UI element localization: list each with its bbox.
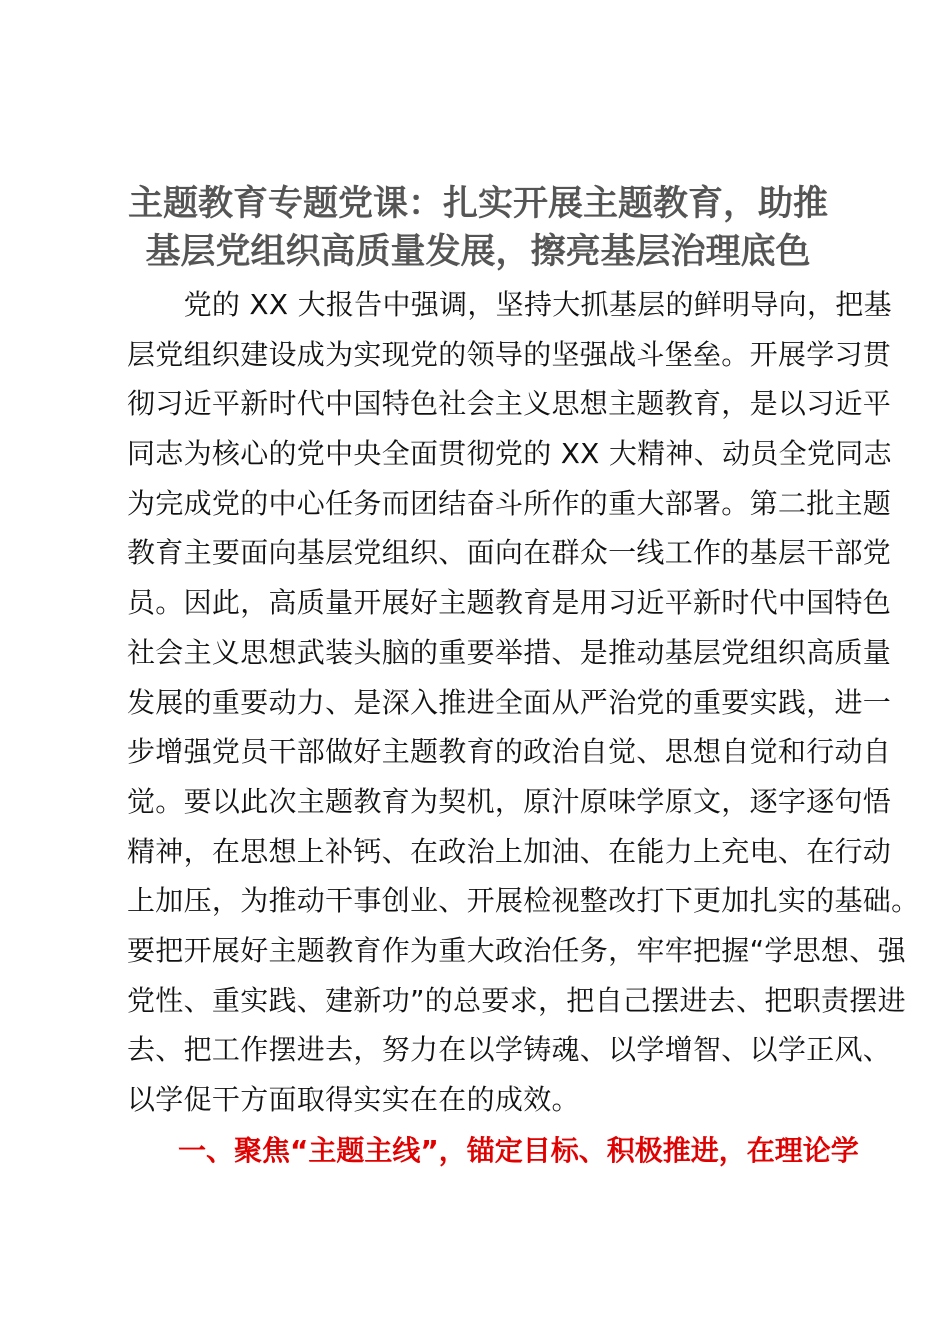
body-line: 党性、重实践、建新功”的总要求，把自己摆进去、把职责摆进 [127, 983, 906, 1017]
title-line-2: 基层党组织高质量发展，擦亮基层治理底色 [145, 232, 811, 272]
body-line: 要把开展好主题教育作为重大政治任务，牢牢把握“学思想、强 [127, 933, 906, 967]
title-line-1: 主题教育专题党课：扎实开展主题教育，助推 [127, 184, 828, 224]
body-line: 觉。要以此次主题教育为契机，原汁原味学原文，逐字逐句悟 [127, 784, 892, 818]
body-paragraph [127, 280, 920, 1125]
section-heading: 一、聚焦“主题主线”，锚定目标、积极推进，在理论学 [178, 1134, 859, 1167]
body-line: 精神，在思想上补钙、在政治上加油、在能力上充电、在行动 [127, 834, 892, 868]
body-line: 教育主要面向基层党组织、面向在群众一线工作的基层干部党 [127, 536, 892, 570]
body-line: 发展的重要动力、是深入推进全面从严治党的重要实践，进一 [127, 685, 892, 719]
body-line: 上加压，为推动干事创业、开展检视整改打下更加扎实的基础。 [127, 884, 920, 918]
body-line: 社会主义思想武装头脑的重要举措、是推动基层党组织高质量 [127, 635, 892, 669]
body-line: 步增强党员干部做好主题教育的政治自觉、思想自觉和行动自 [127, 735, 892, 769]
body-line: 去、把工作摆进去，努力在以学铸魂、以学增智、以学正风、 [127, 1033, 892, 1067]
body-line: 层党组织建设成为实现党的领导的坚强战斗堡垒。开展学习贯 [127, 337, 892, 371]
body-line: 为完成党的中心任务而团结奋斗所作的重大部署。第二批主题 [127, 486, 892, 520]
body-line: 彻习近平新时代中国特色社会主义思想主题教育，是以习近平 [127, 387, 892, 421]
body-line: 党的 XX 大报告中强调，坚持大抓基层的鲜明导向，把基 [127, 288, 892, 321]
body-line: 以学促干方面取得实实在在的成效。 [127, 1083, 580, 1116]
document-title [118, 180, 838, 276]
body-line: 同志为核心的党中央全面贯彻党的 XX 大精神、动员全党同志 [127, 437, 892, 471]
body-line: 员。因此，高质量开展好主题教育是用习近平新时代中国特色 [127, 586, 892, 620]
